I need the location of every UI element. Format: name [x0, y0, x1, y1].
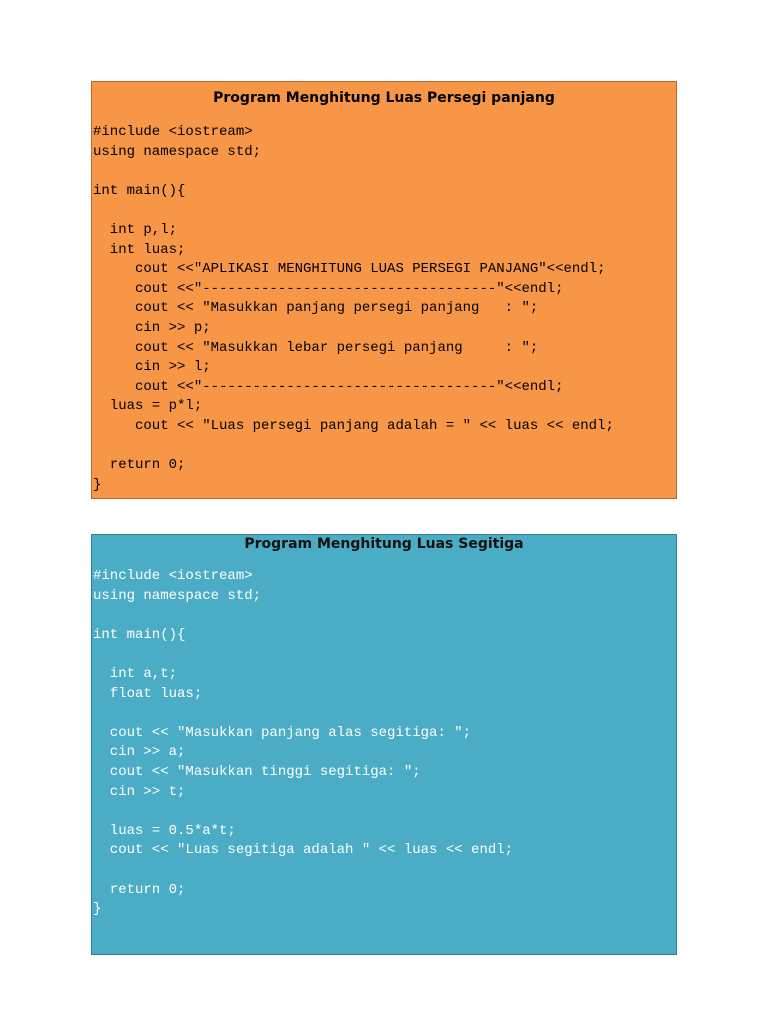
code-line [93, 437, 614, 457]
code-line [93, 861, 513, 881]
code-line [93, 704, 513, 724]
code-line: int luas; [93, 241, 186, 258]
code-line: cout << "Masukkan panjang alas segitiga: "; [93, 724, 472, 741]
rectangle-program-title: Program Menghitung Luas Persegi panjang [213, 90, 555, 106]
code-line: return 0; [93, 457, 186, 474]
code-line: #include <iostream> [93, 124, 253, 140]
code-line: cout << "Luas segitiga adalah " << luas << endl; [93, 842, 514, 859]
code-line: cin >> p; [93, 319, 211, 336]
code-line: using namespace std; [93, 587, 262, 604]
code-line [93, 606, 513, 626]
code-line: cout << "Luas persegi panjang adalah = " << luas << endl; [93, 417, 614, 434]
code-line: luas = p*l; [93, 398, 203, 415]
rectangle-program-code [93, 123, 614, 495]
triangle-program-code [93, 567, 513, 920]
code-line: int p,l; [93, 221, 178, 238]
code-line: using namespace std; [93, 143, 262, 160]
code-line: luas = 0.5*a*t; [93, 822, 236, 839]
code-line [93, 162, 614, 182]
code-line [93, 645, 513, 665]
code-line: cout <<"-----------------------------------"<<endl; [93, 378, 564, 395]
code-line: int main(){ [93, 182, 186, 199]
code-line: cout <<"-----------------------------------"<<endl; [93, 280, 564, 297]
triangle-program-title: Program Menghitung Luas Segitiga [244, 536, 524, 552]
code-line [93, 802, 513, 822]
code-line: cin >> l; [93, 359, 211, 376]
code-line: return 0; [93, 881, 186, 898]
code-line: cout << "Masukkan lebar persegi panjang : "; [93, 339, 539, 356]
code-line: } [93, 476, 102, 493]
code-line: cin >> t; [93, 783, 186, 800]
code-line: cin >> a; [93, 744, 186, 761]
code-line [93, 201, 614, 221]
code-line: int main(){ [93, 626, 186, 643]
rectangle-area-program-panel [91, 81, 677, 499]
code-line: cout <<"APLIKASI MENGHITUNG LUAS PERSEGI PANJANG"<<endl; [93, 261, 606, 278]
code-line: int a,t; [93, 665, 178, 682]
code-line: cout << "Masukkan panjang persegi panjang : "; [93, 300, 539, 317]
code-line: #include <iostream> [93, 568, 253, 584]
code-line: } [93, 901, 102, 918]
code-line: float luas; [93, 685, 203, 702]
triangle-area-program-panel [91, 534, 677, 955]
code-line: cout << "Masukkan tinggi segitiga: "; [93, 763, 421, 780]
